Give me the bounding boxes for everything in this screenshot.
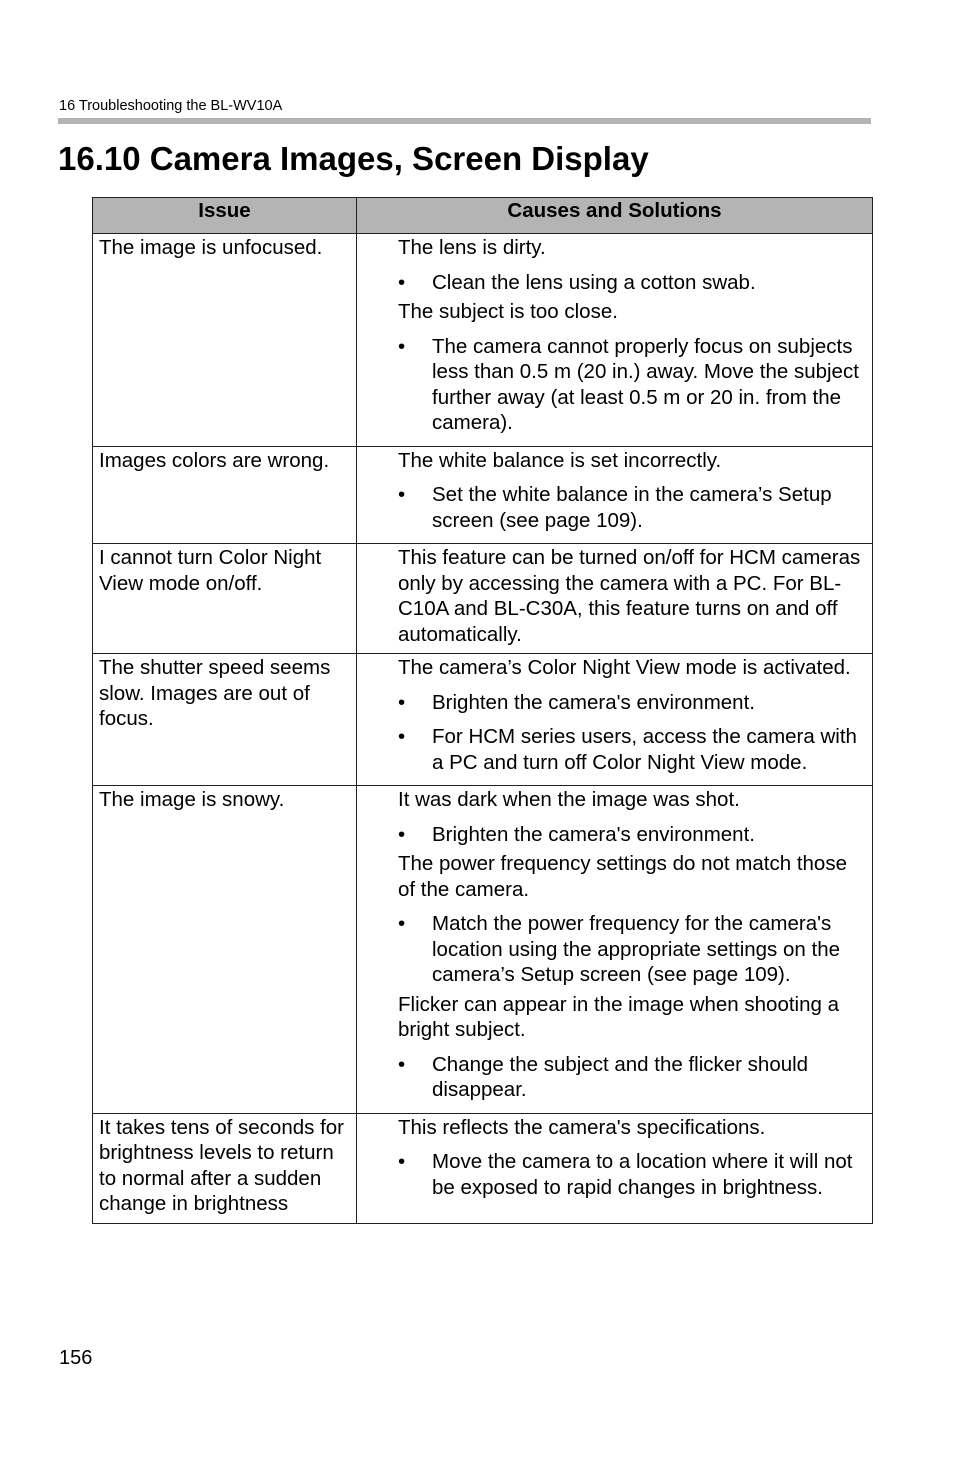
solution-list [398,270,868,296]
table-row [93,544,873,654]
table-body [93,234,873,1224]
solution-text: The camera cannot properly focus on subjects less than 0.5 m (20 in.) away. Move the subject further away (at least 0.5 m or 20 in. from the camera). [432,334,859,434]
cause-text: This feature can be turned on/off for HCM cameras only by accessing the camera with a PC. For BL-C10A and BL-C30A, this feature turns on and off automatically. [398,546,861,646]
running-header: 16 Troubleshooting the BL-WV10A [59,98,283,114]
page-number: 156 [59,1347,93,1369]
bullet-icon: • [398,690,406,714]
solution-item [398,1052,868,1103]
solution-list [398,690,868,776]
solution-text: Change the subject and the flicker should disappear. [432,1052,809,1101]
solution-text: Move the camera to a location where it will not be exposed to rapid changes in brightness. [432,1150,853,1199]
issue-cell: Images colors are wrong. [93,446,357,544]
bullet-icon: • [398,912,406,935]
bullet-icon: • [398,270,406,294]
solution-item [398,1149,868,1200]
cause-text: It was dark when the image was shot. [398,788,740,811]
solution-item [398,690,868,716]
solution-list [398,482,868,533]
table-row [93,654,873,786]
issue-cell: The image is unfocused. [93,234,357,447]
causes-cell [357,234,873,447]
bullet-icon: • [398,1052,406,1076]
solution-text: Brighten the camera's environment. [432,690,755,714]
bullet-icon: • [398,822,406,846]
page-title: 16.10 Camera Images, Screen Display [58,140,649,177]
cause-text: The white balance is set incorrectly. [398,448,722,472]
issue-cell: It takes tens of seconds for brightness levels to return to normal after a sudden change in brightness [93,1113,357,1223]
solution-list [398,1149,868,1200]
solution-item [398,482,868,533]
cause-text: The camera’s Color Night View mode is activated. [398,656,851,679]
cause-text: Flicker can appear in the image when shooting a bright subject. [398,992,840,1041]
table-row [93,1113,873,1223]
cause-text: The subject is too close. [398,300,618,323]
causes-cell [357,446,873,544]
solution-list [398,1052,868,1103]
bullet-icon: • [398,725,406,748]
issue-cell: I cannot turn Color Night View mode on/off. [93,544,357,654]
table-row [93,446,873,544]
solution-item [398,270,868,296]
causes-cell [357,786,873,1114]
solution-item [398,724,868,775]
causes-cell [357,544,873,654]
solution-text: Match the power frequency for the camera's location using the appropriate settings on the camera’s Setup screen (see page 109). [432,912,840,986]
solution-item [398,334,868,436]
bullet-icon: • [398,483,406,506]
causes-cell [357,1113,873,1223]
bullet-icon: • [398,334,406,358]
solution-list [398,334,868,436]
solution-text: Clean the lens using a cotton swab. [432,270,756,294]
cause-text: The lens is dirty. [398,236,546,259]
solution-list [398,911,868,988]
solution-text: Brighten the camera's environment. [432,822,755,846]
header-rule [58,118,871,124]
solution-text: Set the white balance in the camera’s Setup screen (see page 109). [432,483,832,532]
troubleshooting-table [92,197,873,1224]
table-header-row [93,198,873,234]
table-row [93,786,873,1114]
solution-text: For HCM series users, access the camera with a PC and turn off Color Night View mode. [432,725,857,774]
causes-cell [357,654,873,786]
solution-item [398,822,868,848]
solution-list [398,822,868,848]
column-header-issue: Issue [93,198,357,234]
solution-item [398,911,868,988]
cause-text: This reflects the camera's specifications. [398,1115,766,1139]
column-header-causes: Causes and Solutions [357,198,873,234]
issue-cell: The shutter speed seems slow. Images are out of focus. [93,654,357,786]
issue-cell: The image is snowy. [93,786,357,1114]
table-row [93,234,873,447]
cause-text: The power frequency settings do not match those of the camera. [398,852,847,901]
bullet-icon: • [398,1150,406,1173]
